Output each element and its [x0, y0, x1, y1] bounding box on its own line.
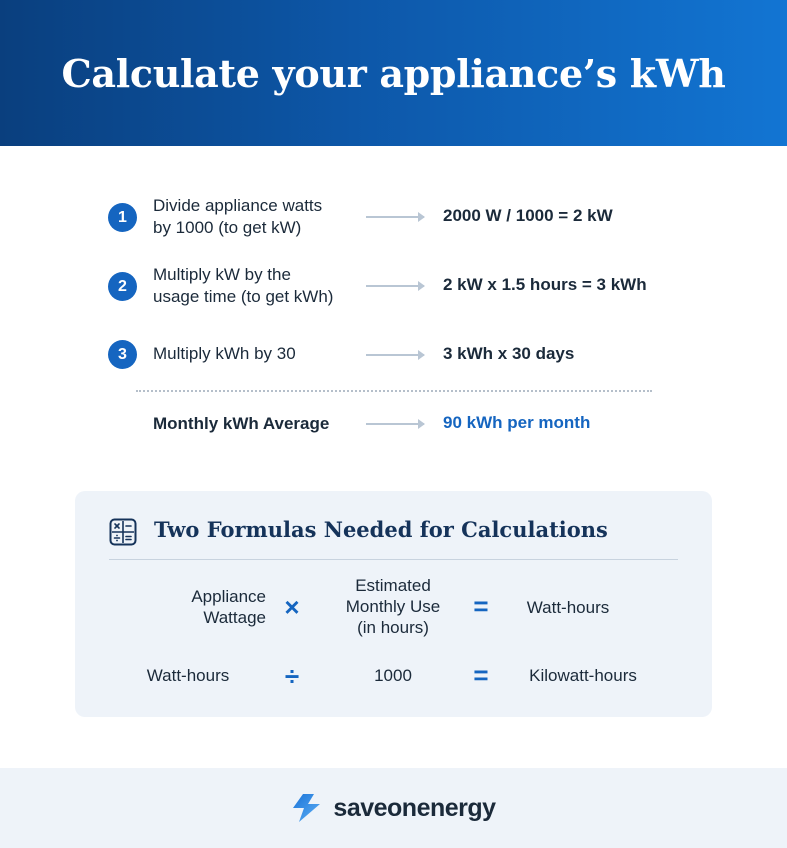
- arrow-icon: [366, 423, 424, 425]
- step-result: 2 kW x 1.5 hours = 3 kWh: [443, 275, 647, 294]
- step-number-badge: 3: [108, 340, 137, 369]
- formulas-title: Two Formulas Needed for Calculations: [154, 517, 608, 542]
- calculator-icon: [109, 518, 137, 546]
- dotted-divider: [136, 390, 652, 392]
- brand-logo[interactable]: [291, 793, 495, 823]
- equals-icon: =: [473, 591, 489, 621]
- multiply-icon: ×: [284, 592, 300, 622]
- formula2-result: Kilowatt-hours: [529, 666, 637, 685]
- footer: [0, 768, 787, 848]
- step-row-3: [0, 333, 787, 383]
- step-number-badge: 1: [108, 203, 137, 232]
- arrow-icon: [366, 285, 424, 287]
- formula1-operand-b: Estimated Monthly Use (in hours): [345, 576, 441, 637]
- formula2-operand-b: 1000: [374, 666, 412, 685]
- page-title: Calculate your appliance’s kWh: [61, 50, 726, 96]
- formula2-operand-a: Watt-hours: [146, 666, 230, 685]
- step-description: Divide appliance watts by 1000 (to get kW): [153, 196, 323, 237]
- bolt-logo-icon: [291, 793, 323, 823]
- step-row-2: [0, 263, 787, 313]
- step-description: Multiply kWh by 30: [153, 344, 296, 363]
- summary-result: 90 kWh per month: [443, 413, 591, 432]
- formula1-operand-a: Appliance Wattage: [191, 587, 266, 627]
- step-description: Multiply kW by the usage time (to get kWh): [153, 265, 334, 306]
- arrow-icon: [366, 216, 424, 218]
- divide-icon: ÷: [284, 661, 300, 691]
- step-row-1: [0, 193, 787, 243]
- header-banner: [0, 0, 787, 146]
- summary-row: [0, 402, 787, 452]
- formulas-panel: [75, 491, 712, 717]
- formulas-divider: [109, 559, 678, 560]
- arrow-icon: [366, 354, 424, 356]
- equals-icon: =: [473, 660, 489, 690]
- summary-label: Monthly kWh Average: [153, 414, 330, 433]
- brand-name: saveonenergy: [333, 793, 496, 822]
- step-result: 2000 W / 1000 = 2 kW: [443, 206, 613, 225]
- step-number-badge: 2: [108, 272, 137, 301]
- formula1-result: Watt-hours: [526, 598, 610, 617]
- step-result: 3 kWh x 30 days: [443, 344, 575, 363]
